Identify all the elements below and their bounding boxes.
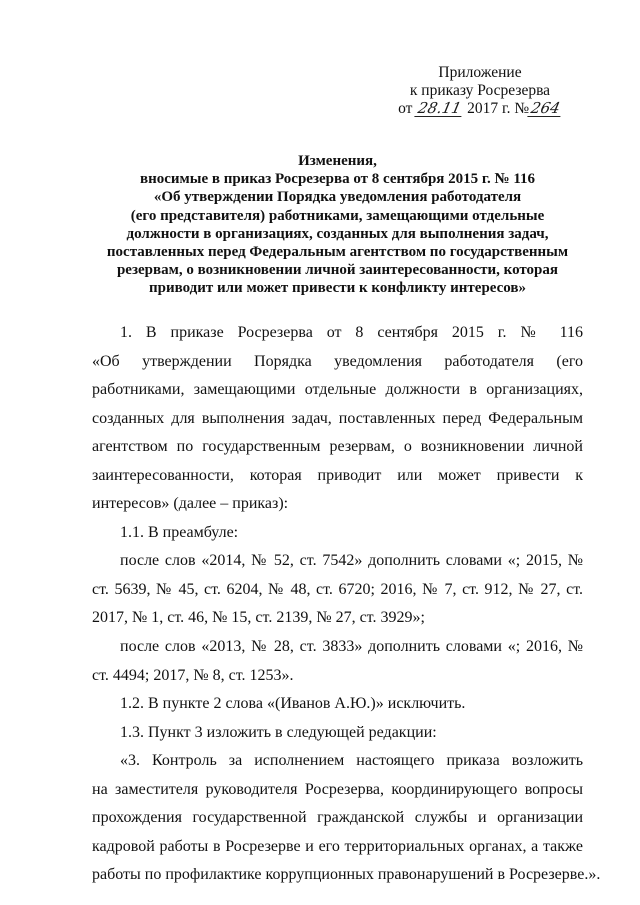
title-line: Изменения, [298, 153, 377, 169]
title-line: «Об утверждении Порядка уведомления работодателя [153, 189, 522, 206]
handwritten-number: 264 [529, 99, 562, 117]
title-line: вносимые в приказ Росрезерва от 8 сентября 2015 г. № 116 [139, 171, 536, 188]
title-line: (его представителя) работниками, замещающими отдельные [130, 207, 545, 224]
body-line: 1.1. В преамбуле: [120, 523, 239, 541]
body-line: работниками, замещающими отдельные должности в организациях, [92, 381, 583, 399]
title-line: резервам, о возникновении личной заинтересованности, которая [116, 262, 559, 279]
appendix-year: 2017 г. № [467, 100, 530, 117]
body-line: ст. 5639, № 45, ст. 6204, № 48, ст. 6720; 2016, № 7, ст. 912, № 27, ст. [92, 580, 583, 598]
body-line: «Об утверждении Порядка уведомления работодателя (его [92, 352, 583, 370]
body-line: созданных для выполнения задач, поставленных перед Федеральным [92, 409, 583, 427]
body-line: агентством по государственным резервам, о возникновении личной [92, 438, 583, 456]
body-line: заинтересованности, которая приводит или может привести к [92, 466, 583, 484]
body-line: 1. В приказе Росрезерва от 8 сентября 2015 г. № 116 [120, 324, 583, 341]
body-line: 1.3. Пункт 3 изложить в следующей редакции: [120, 723, 437, 741]
title-line: поставленных перед Федеральным агентством по государственным [106, 244, 569, 261]
body-line: после слов «2013, № 28, ст. 3833» дополнить словами «; 2016, № [120, 638, 583, 656]
document-title [92, 152, 583, 298]
appendix-order-ref: к приказу Росрезерва [409, 82, 551, 99]
body-line: интересов» (далее – приказ): [92, 495, 289, 513]
body-line: 1.2. В пункте 2 слова «(Иванов А.Ю.)» исключить. [120, 695, 466, 713]
body-line: «3. Контроль за исполнением настоящего приказа возложить [120, 752, 583, 770]
body-line: после слов «2014, № 52, ст. 7542» дополнить словами «; 2015, № [120, 552, 583, 570]
appendix-date-line [360, 100, 600, 118]
body-line: работы по профилактике коррупционных правонарушений в Росрезерве.». [92, 866, 601, 884]
handwritten-date: 28.11 [416, 99, 464, 117]
appendix-label: Приложение [438, 64, 522, 81]
document-body [92, 319, 601, 890]
body-line: кадровой работы в Росрезерве и его территориальных органах, а также [92, 837, 583, 855]
body-line: прохождения государственной гражданской службы и организации [92, 809, 583, 827]
appendix-prefix: от [398, 100, 413, 117]
appendix-header [360, 64, 600, 118]
body-line: на заместителя руководителя Росрезерва, координирующего вопросы [92, 780, 583, 798]
title-line: приводит или может привести к конфликту интересов» [148, 280, 527, 297]
body-line: 2017, № 1, ст. 46, № 15, ст. 2139, № 27, ст. 3929»; [92, 609, 425, 627]
title-line: должности в организациях, созданных для выполнения задач, [126, 225, 549, 242]
body-line: ст. 4494; 2017, № 8, ст. 1253». [92, 666, 294, 684]
